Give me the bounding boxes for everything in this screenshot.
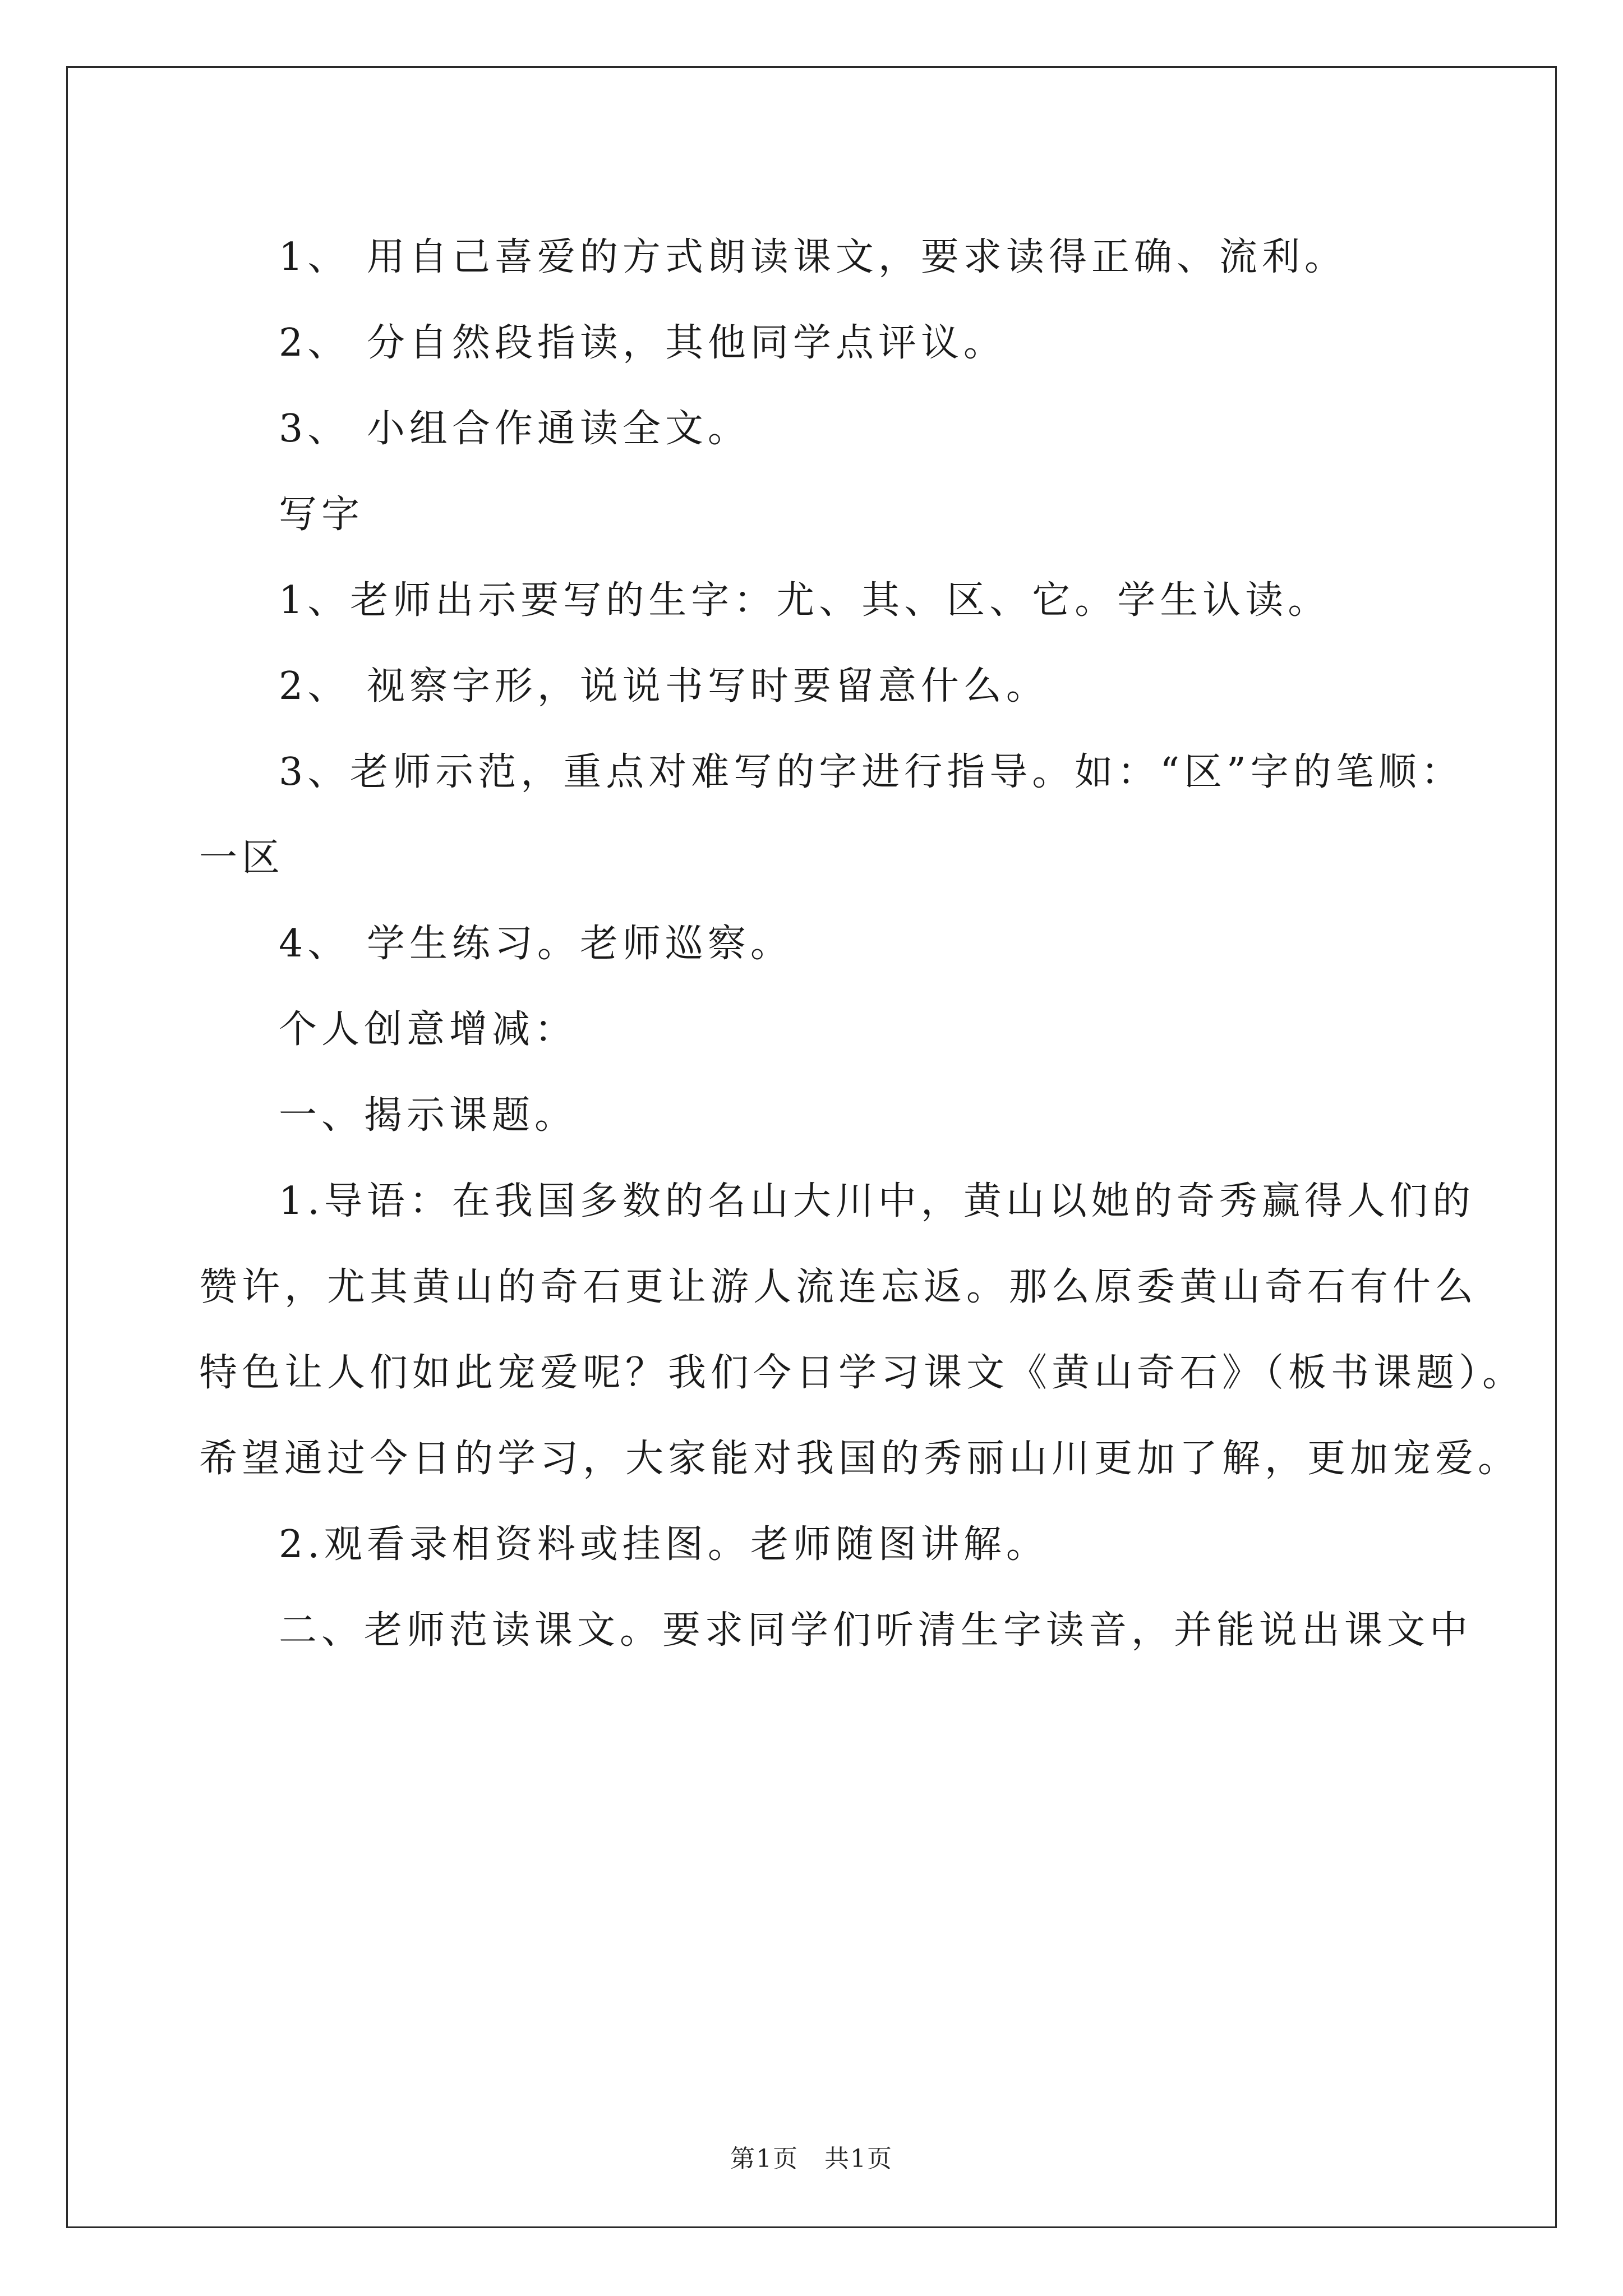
paragraph-line: 2、 分自然段指读，其他同学点评议。 <box>279 321 1006 365</box>
paragraph-continuation-line: 赞许，尤其黄山的奇石更让游人流连忘返。那么原委黄山奇石有什么 <box>199 1265 1478 1309</box>
paragraph-line: 写字 <box>279 493 365 537</box>
paragraph-line: 1、 用自己喜爱的方式朗读课文，要求读得正确、流利。 <box>279 235 1347 279</box>
paragraph-line: 4、 学生练习。老师巡察。 <box>279 922 793 966</box>
paragraph-line: 3、 小组合作通读全文。 <box>279 407 750 451</box>
paragraph-line: 2.观看录相资料或挂图。老师随图讲解。 <box>279 1522 1049 1567</box>
paragraph-continuation-line: 希望通过今日的学习，大家能对我国的秀丽山川更加了解，更加宠爱。 <box>199 1437 1521 1481</box>
paragraph-continuation-line: 一区 <box>199 836 285 880</box>
paragraph-line: 一、揭示课题。 <box>279 1093 578 1138</box>
paragraph-line: 1.导语：在我国多数的名山大川中，黄山以她的奇秀赢得人们的 <box>279 1179 1475 1223</box>
paragraph-line: 1、老师出示要写的生字：尤、其、区、它。学生认读。 <box>279 578 1331 623</box>
paragraph-line: 二、老师范读课文。要求同学们听清生字读音，并能说出课文中 <box>279 1608 1473 1653</box>
paragraph-continuation-line: 特色让人们如此宠爱呢？我们今日学习课文《黄山奇石》（板书课题）。 <box>199 1351 1525 1395</box>
paragraph-line: 3、老师示范，重点对难写的字进行指导。如：“区”字的笔顺： <box>279 750 1464 794</box>
document-body <box>199 214 1525 1673</box>
paragraph-line: 2、 视察字形，说说书写时要留意什么。 <box>279 664 1049 708</box>
page-footer: 第1页 共1页 <box>730 2145 893 2173</box>
paragraph-line: 个人创意增减： <box>279 1007 578 1052</box>
